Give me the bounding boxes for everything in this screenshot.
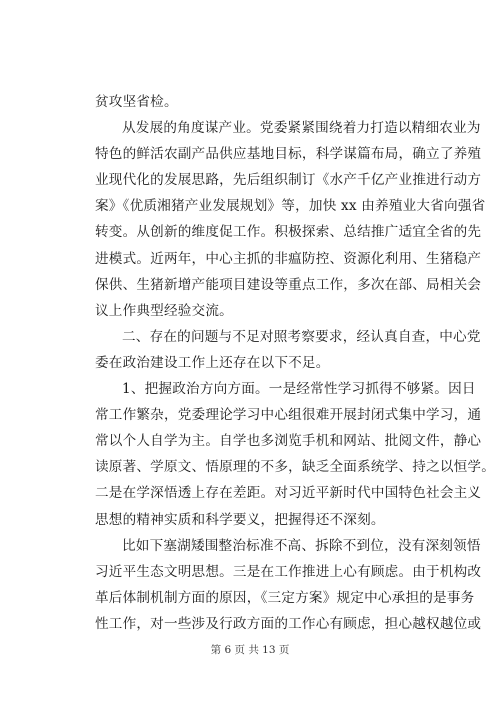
document-body	[95, 89, 496, 637]
text-line: 二、存在的问题与不足对照考察要求，经认真自查，中心党	[122, 328, 481, 345]
text-line: 进模式。近两年，中心主抓的非瘟防控、资源化利用、生猪稳产	[95, 250, 482, 267]
text-line: 习近平生态文明思想。三是在工作推进上心有顾虑。由于机构改	[95, 563, 482, 580]
page-footer: 第 6 页 共 13 页	[210, 644, 290, 656]
text-line: 读原著、学原文、悟原理的不多，缺乏全面系统学、持之以恒学。	[95, 459, 496, 476]
text-line: 革后体制机制方面的原因，《三定方案》规定中心承担的是事务	[95, 589, 475, 606]
text-line: 二是在学深悟透上存在差距。对习近平新时代中国特色社会主义	[95, 485, 482, 502]
text-line: 业现代化的发展思路，先后组织制订《水产千亿产业推进行动方	[95, 172, 482, 189]
text-line: 转变。从创新的维度促工作。积极探索、总结推广适宜全省的先	[95, 224, 482, 241]
text-line: 委在政治建设工作上还存在以下不足。	[95, 354, 330, 371]
text-line: 从发展的角度谋产业。党委紧紧围绕着力打造以精细农业为	[122, 120, 481, 137]
text-line: 议上作典型经验交流。	[95, 302, 233, 319]
text-line: 比如下塞湖矮围整治标准不高、拆除不到位，没有深刻领悟	[122, 537, 481, 554]
text-line: 1、把握政治方向方面。一是经常性学习抓得不够紧。因日	[122, 381, 476, 398]
text-line: 性工作，对一些涉及行政方面的工作心有顾虑，担心越权越位或	[95, 615, 482, 632]
text-line: 思想的精神实质和科学要义，把握得还不深刻。	[95, 511, 385, 528]
text-line: 常以个人自学为主。自学也多浏览手机和网站、批阅文件，静心	[95, 433, 482, 450]
text-line: 案》《优质湘猪产业发展规划》等，加快 xx 由养殖业大省向强省	[95, 198, 486, 215]
text-line: 特色的鲜活农副产品供应基地目标，科学谋篇布局，确立了养殖	[95, 146, 482, 163]
text-line: 保供、生猪新增产能项目建设等重点工作，多次在部、局相关会	[95, 276, 482, 293]
text-line: 常工作繁杂，党委理论学习中心组很难开展封闭式集中学习，通	[95, 407, 482, 424]
text-line: 贫攻坚省检。	[95, 94, 178, 110]
